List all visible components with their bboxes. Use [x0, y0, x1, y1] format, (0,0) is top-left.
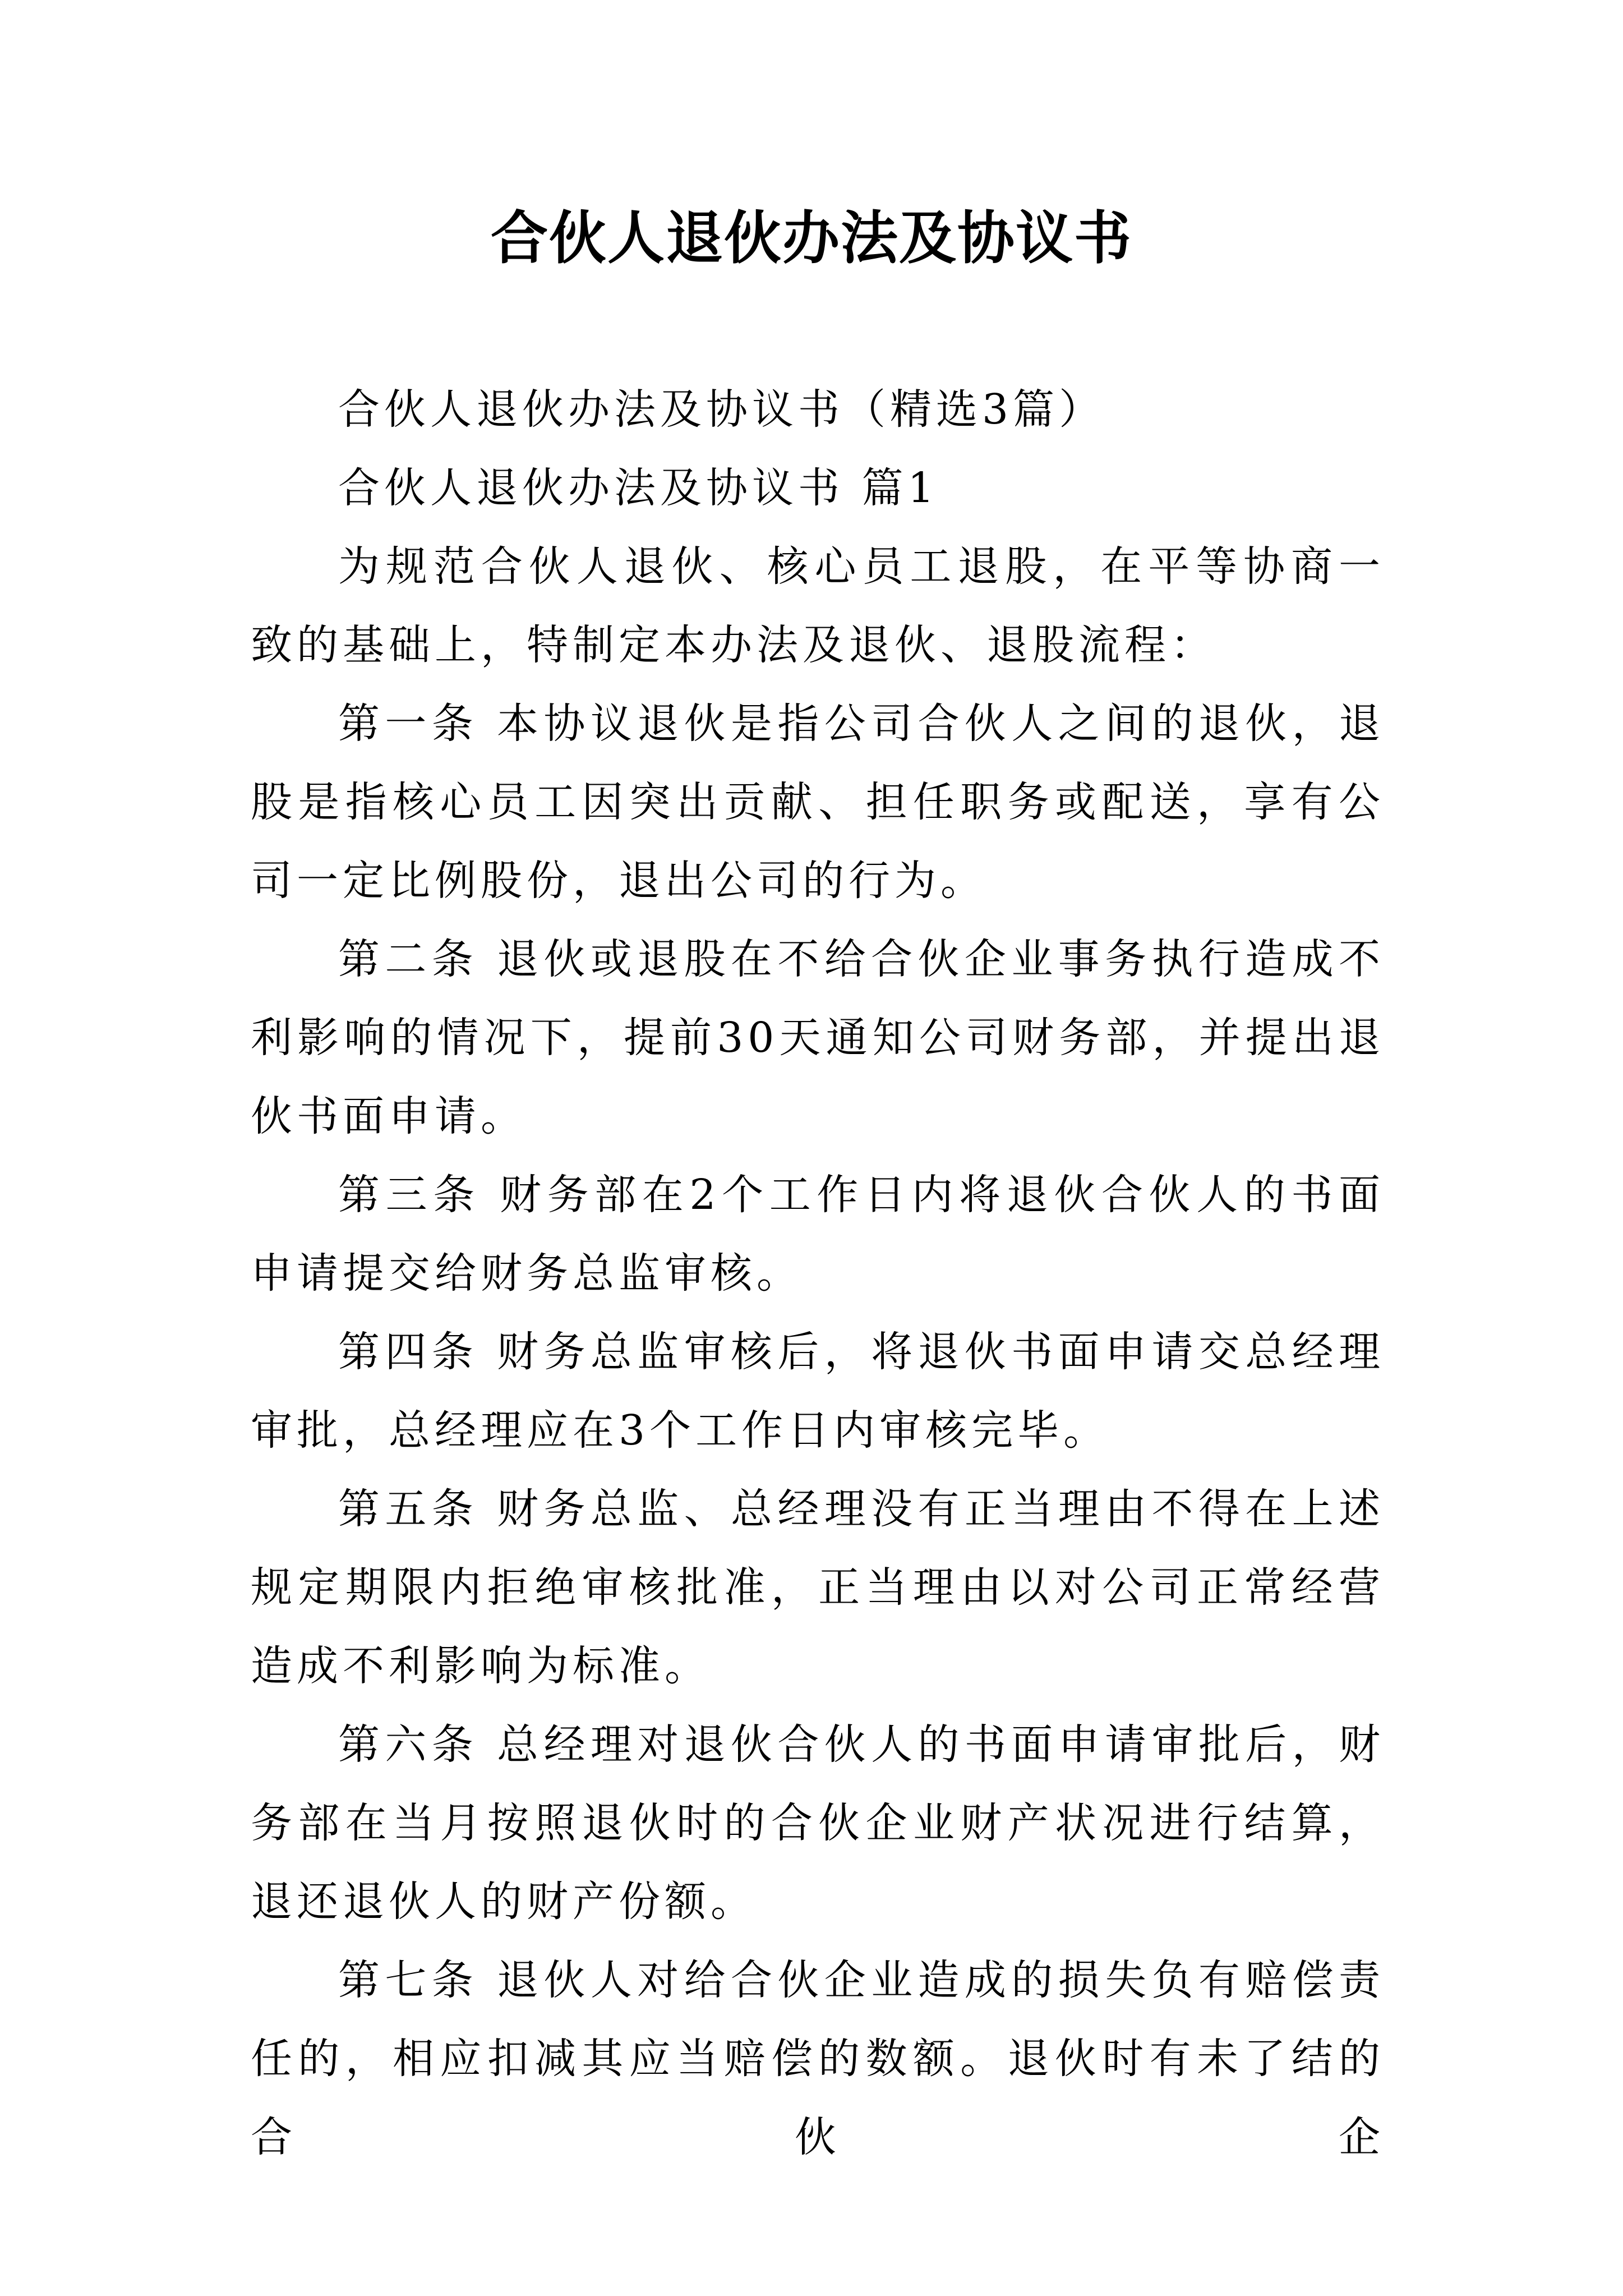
paragraph-clause-6: 第六条 总经理对退伙合伙人的书面申请审批后，财务部在当月按照退伙时的合伙企业财产状况进行结算，退还退伙人的财产份额。: [251, 1720, 1385, 1926]
paragraph-article-heading: 合伙人退伙办法及协议书 篇1: [338, 464, 939, 512]
document-body: [251, 370, 1385, 2177]
paragraph-clause-5: 第五条 财务总监、总经理没有正当理由不得在上述规定期限内拒绝审核批准，正当理由以对公司正常经营造成不利影响为标准。: [251, 1485, 1385, 1690]
paragraph-clause-4: 第四条 财务总监审核后，将退伙书面申请交总经理审批，总经理应在3个工作日内审核完毕。: [251, 1328, 1385, 1455]
document-title: 合伙人退伙办法及协议书: [491, 205, 1132, 272]
paragraph-preamble: 为规范合伙人退伙、核心员工退股，在平等协商一致的基础上，特制定本办法及退伙、退股流程：: [251, 542, 1385, 669]
paragraph-clause-7: 第七条 退伙人对给合伙企业造成的损失负有赔偿责任的，相应扣减其应当赔偿的数额。退伙时有未了结的合伙企: [251, 1956, 1385, 2161]
paragraph-clause-3: 第三条 财务部在2个工作日内将退伙合伙人的书面申请提交给财务总监审核。: [251, 1171, 1385, 1297]
paragraph-clause-2: 第二条 退伙或退股在不给合伙企业事务执行造成不利影响的情况下，提前30天通知公司财务部，并提出退伙书面申请。: [251, 935, 1385, 1140]
paragraph-collection-heading: 合伙人退伙办法及协议书（精选3篇）: [338, 385, 1105, 434]
paragraph-clause-1: 第一条 本协议退伙是指公司合伙人之间的退伙，退股是指核心员工因突出贡献、担任职务或配送，享有公司一定比例股份，退出公司的行为。: [251, 700, 1385, 905]
